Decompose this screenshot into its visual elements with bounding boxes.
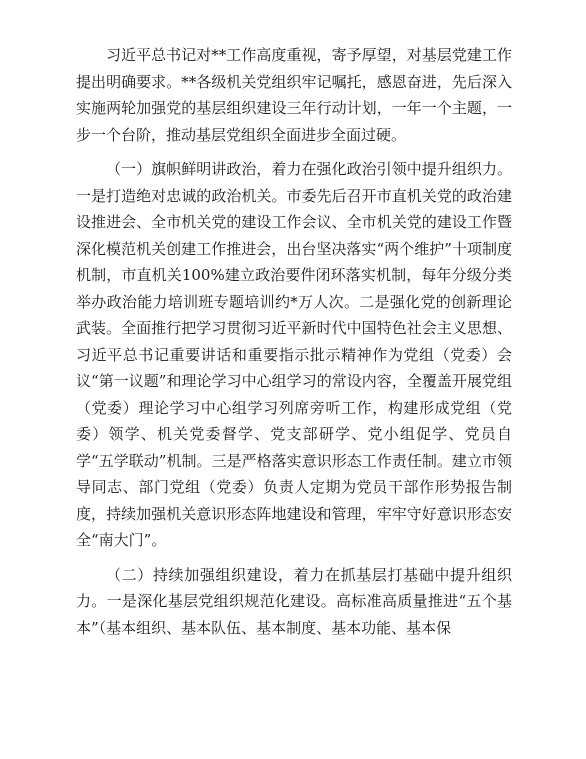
paragraph-intro: 习近平总书记对**工作高度重视，寄予厚望，对基层党建工作提出明确要求。**各级机关党组织牢记嘱托，感恩奋进，先后深入实施两轮加强党的基层组织建设三年行动计划，一年一个主题，一步一个台阶，推动基层党组织全面进步全面过硬。 bbox=[76, 46, 512, 144]
paragraph-section-one: （一）旗帜鲜明讲政治，着力在强化政治引领中提升组织力。一是打造绝对忠诚的政治机关。市委先后召开市直机关党的政治建设推进会、全市机关党的建设工作会议、全市机关党的建设工作暨深化模范机关创建工作推进会，出台坚决落实“两个维护”十项制度机制，市直机关100%建立政治要件闭环落实机制，每年分级分类举办政治能力培训班专题培训约*万人次。二是强化党的创新理论武装。全面推行把学习贯彻习近平新时代中国特色社会主义思想、习近平总书记重要讲话和重要指示批示精神作为党组（党委）会议“第一议题”和理论学习中心组学习的常设内容，全覆盖开展党组（党委）理论学习中心组学习列席旁听工作，构建形成党组（党委）领学、机关党委督学、党支部研学、党小组促学、党员自学“五学联动”机制。三是严格落实意识形态工作责任制。建立市领导同志、部门党组（党委）负责人定期为党员干部作形势报告制度，持续加强机关意识形态阵地建设和管理，牢牢守好意识形态安全“南大门”。 bbox=[76, 160, 512, 549]
document-body bbox=[76, 42, 512, 649]
paragraph-section-two: （二）持续加强组织建设，着力在抓基层打基础中提升组织力。一是深化基层党组织规范化建设。高标准高质量推进“五个基本”（基本组织、基本队伍、基本制度、基本功能、基本保 bbox=[76, 565, 512, 637]
